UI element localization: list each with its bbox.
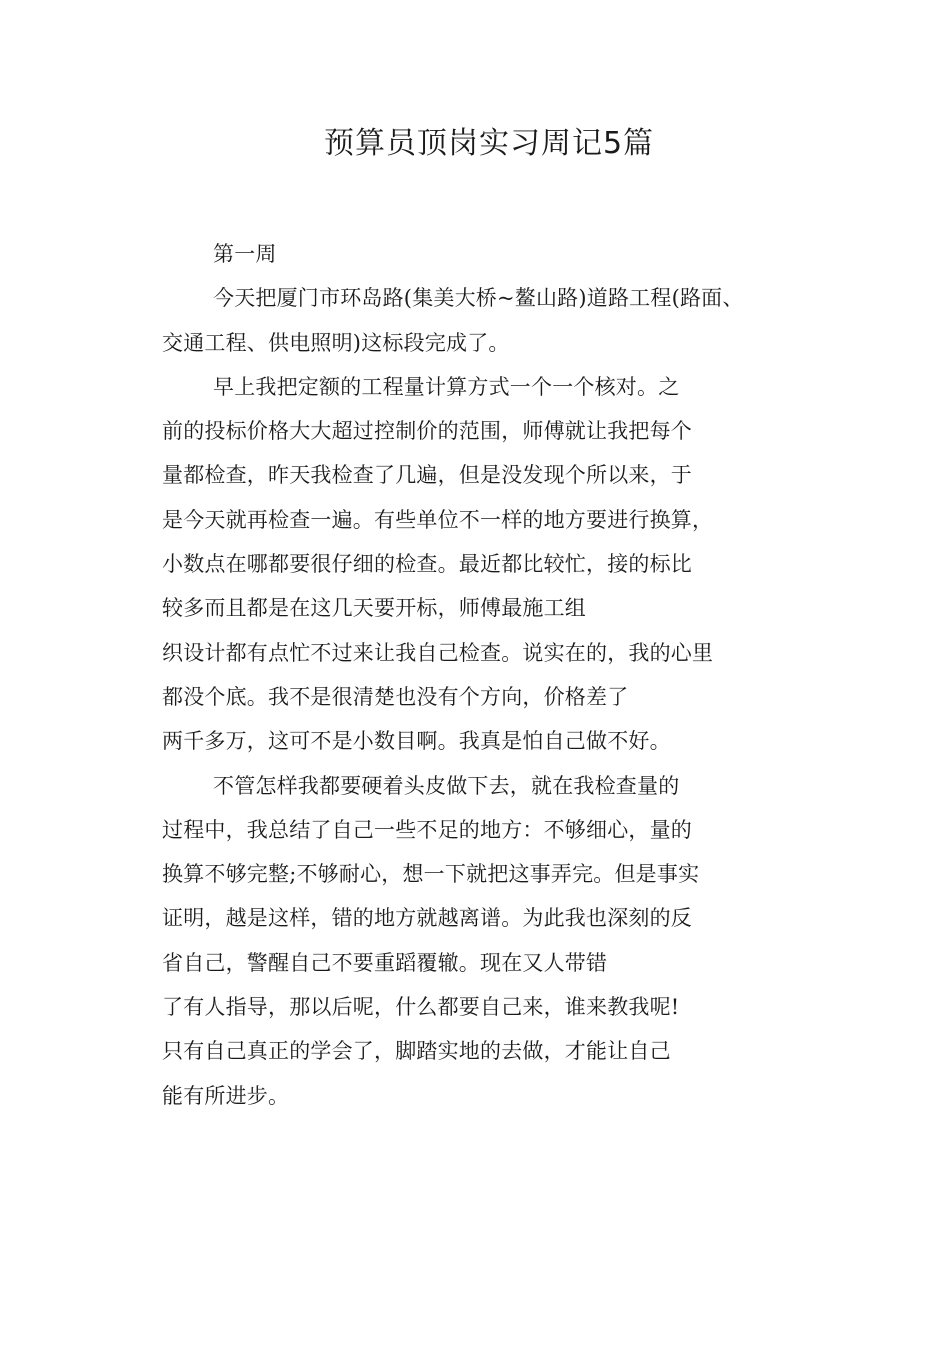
section-heading: 第一周: [213, 242, 277, 266]
paragraph-line: 不管怎样我都要硬着头皮做下去，就在我检查量的: [213, 773, 680, 798]
page-title: 预算员顶岗实习周记5篇: [323, 126, 655, 161]
document-body: [162, 232, 802, 1118]
paragraph-line: 都没个底。我不是很清楚也没有个方向，价格差了: [162, 684, 629, 709]
paragraph-line: 过程中，我总结了自己一些不足的地方：不够细心，量的: [162, 817, 692, 842]
paragraph-line: 能有所进步。: [162, 1083, 290, 1108]
paragraph-line: 省自己，警醒自己不要重蹈覆辙。现在又人带错: [162, 950, 608, 975]
paragraph-line: 换算不够完整;不够耐心，想一下就把这事弄完。但是事实: [162, 862, 700, 887]
paragraph-line: 是今天就再检查一遍。有些单位不一样的地方要进行换算，: [162, 507, 714, 532]
paragraph-line: 了有人指导，那以后呢，什么都要自己来，谁来教我呢!: [162, 995, 680, 1020]
paragraph-line: 量都检查，昨天我检查了几遍，但是没发现个所以来，于: [162, 463, 692, 488]
paragraph-line: 织设计都有点忙不过来让我自己检查。说实在的，我的心里: [162, 640, 714, 665]
paragraph-line: 两千多万，这可不是小数目啊。我真是怕自己做不好。: [162, 729, 671, 754]
paragraph-line: 早上我把定额的工程量计算方式一个一个核对。之: [213, 374, 680, 399]
paragraph-line: 今天把厦门市环岛路(集美大桥~鳌山路)道路工程(路面、: [213, 286, 744, 311]
paragraph-line: 较多而且都是在这几天要开标，师傅最施工组: [162, 596, 586, 621]
paragraph-line: 交通工程、供电照明)这标段完成了。: [162, 330, 510, 355]
paragraph-line: 只有自己真正的学会了，脚踏实地的去做，才能让自己: [162, 1039, 671, 1064]
paragraph-line: 前的投标价格大大超过控制价的范围，师傅就让我把每个: [162, 419, 692, 444]
paragraph-line: 小数点在哪都要很仔细的检查。最近都比较忙，接的标比: [162, 552, 692, 577]
paragraph-line: 证明，越是这样，错的地方就越离谱。为此我也深刻的反: [162, 906, 692, 931]
